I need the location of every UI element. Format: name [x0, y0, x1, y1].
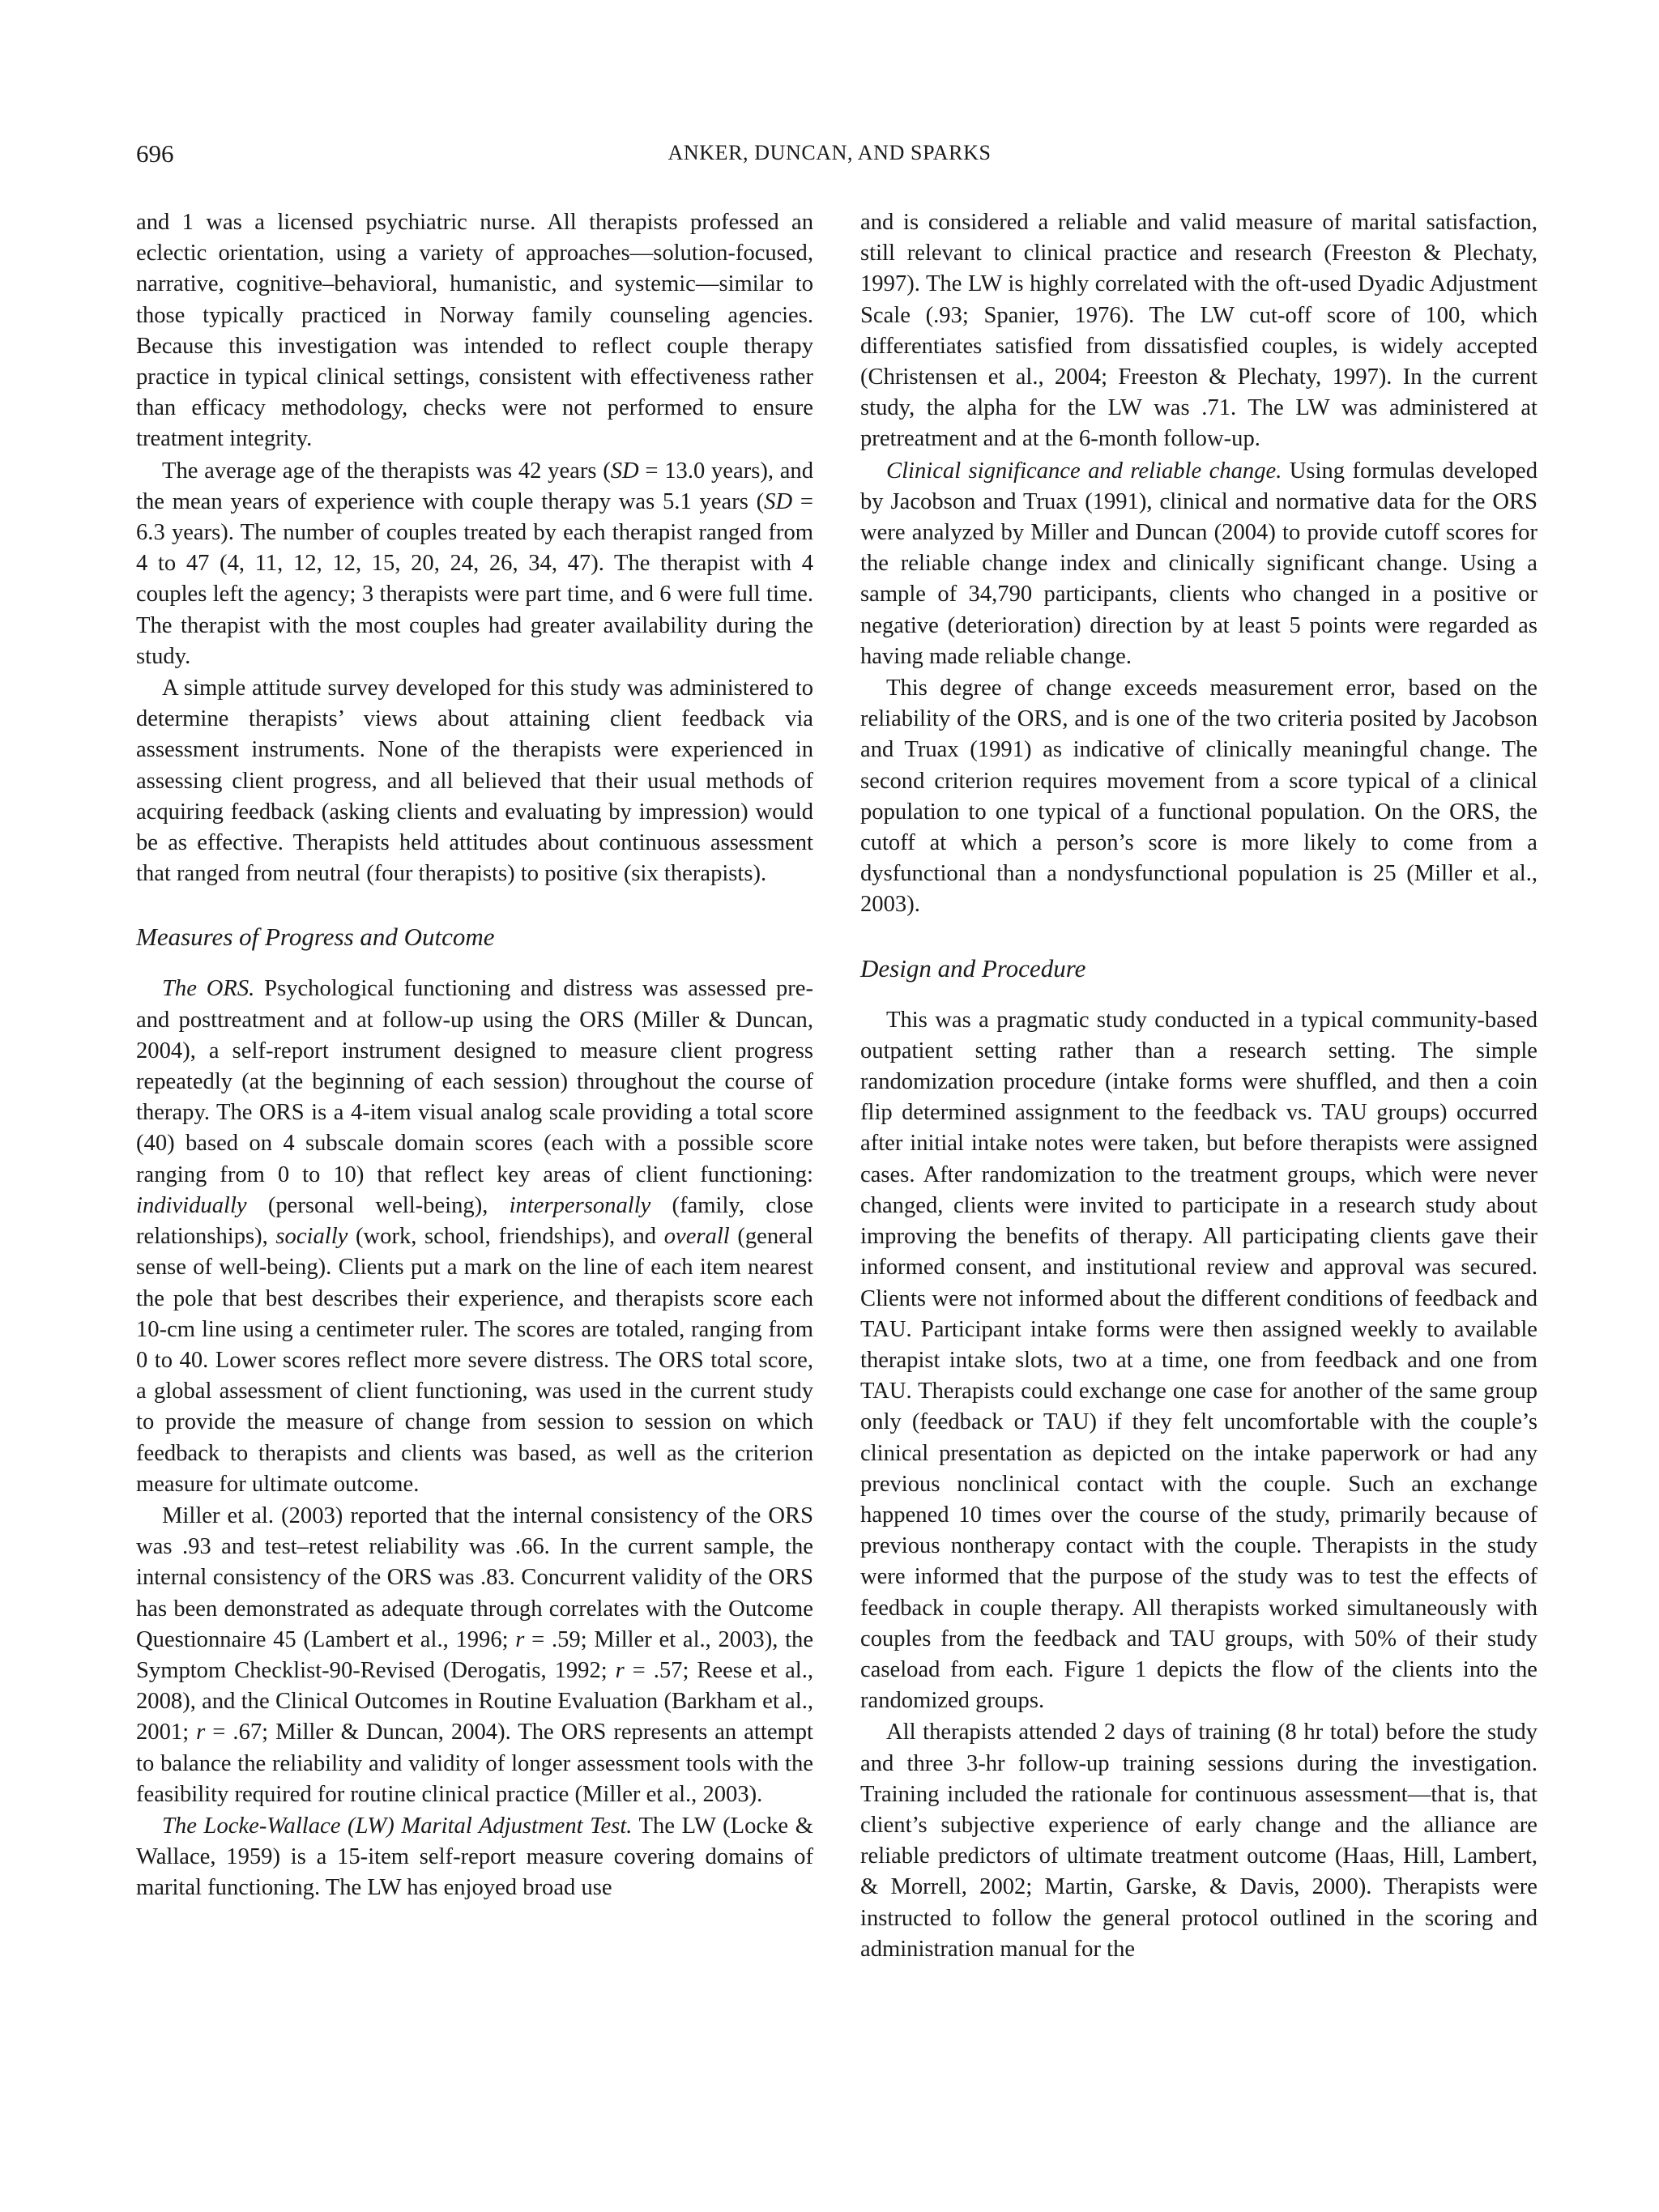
sd-symbol: SD [610, 458, 639, 484]
running-head: ANKER, DUNCAN, AND SPARKS [667, 141, 992, 164]
text-run: The average age of the therapists was 42 years ( [162, 458, 611, 484]
emphasis-term: socially [275, 1224, 348, 1250]
text-run: The LW (Locke & Wallace, 1959) is a 15-item self-report measure covering domains of marital functioning. The LW has enjoyed broad use [136, 1813, 813, 1901]
right-column [860, 207, 1537, 1965]
left-column [136, 207, 813, 1904]
paragraph-change-criteria: This degree of change exceeds measurement error, based on the reliability of the ORS, and is one of the two criteria posited by Jacobson and Truax (1991) as indicative of clinically meaningful change. The second criterion requires movement from a score typical of a clinical population to one typical of a functional population. On the ORS, the cutoff at which a person’s score is more likely to come from a dysfunctional than a nondysfunctional population is 25 (Miller et al., 2003). [860, 676, 1537, 918]
text-run: Using formulas developed by Jacobson and Truax (1991), clinical and normative data for the ORS were analyzed by Miller and Duncan (2004) to provide cutoff scores for the reliable change index and clinically significant change. Using a sample of 34,790 participants, clients who changed in a positive or negative (deterioration) direction by at least 5 points were regarded as having made reliable change. [860, 458, 1537, 669]
page-number: 696 [136, 139, 174, 168]
text-run: (personal well-being), [246, 1192, 510, 1218]
subheading-lw: The Locke-Wallace (LW) Marital Adjustment Test. [162, 1813, 633, 1839]
text-run: (general sense of well-being). Clients put a mark on the line of each item nearest the pole that best describes their experience, and therapists score each 10-cm line using a centimeter ruler. The scores are totaled, ranging from 0 to 40. Lower scores reflect more severe distress. The ORS total score, a global assessment of client functioning, was used in the current study to provide the measure of change from session to session on which feedback to therapists and clients was based, as well as the criterion measure for ultimate outcome. [136, 1224, 813, 1497]
text-run: = .67; Miller & Duncan, 2004). The ORS represents an attempt to balance the reliability and validity of longer assessment tools with the feasibility required for routine clinical practice (Miller et al., 2003). [136, 1720, 813, 1807]
r-symbol: r [196, 1720, 206, 1745]
paragraph-therapists-age [136, 456, 813, 672]
r-symbol: r [515, 1626, 525, 1652]
paragraph-lw-continued: and is considered a reliable and valid measure of marital satisfaction, still relevant to clinical practice and research (Freeston & Plechaty, 1997). The LW is highly correlated with the oft-used Dyadic Adjustment Scale (.93; Spanier, 1976). The LW cut-off score of 100, which differentiates satisfied from dissatisfied couples, is widely accepted (Christensen et al., 2004; Freeston & Plechaty, 1997). In the current study, the alpha for the LW was .71. The LW was administered at pretreatment and at the 6-month follow-up. [860, 210, 1537, 452]
emphasis-term: overall [663, 1224, 730, 1250]
paragraph-training: All therapists attended 2 days of training (8 hr total) before the study and three 3-hr follow-up training sessions during the investigation. Training included the rationale for continuous assessment—that is, that client’s subjective experience of early change and the alliance are reliable predictors of ultimate treatment outcome (Haas, Hill, Lambert, & Morrell, 2002; Martin, Garske, & Davis, 2000). Therapists were instructed to follow the general protocol outlined in the scoring and administration manual for the [860, 1720, 1537, 1962]
paragraph-design: This was a pragmatic study conducted in a typical community-based outpatient setting rather than a research setting. The simple randomization procedure (intake forms were shuffled, and then a coin flip determined assignment to the feedback vs. TAU groups) occurred after initial intake notes were taken, but before therapists were assigned cases. After randomization to the treatment groups, which were never changed, clients were invited to participate in a research study about improving the benefits of therapy. All participating clients gave their informed consent, and institutional review and approval was secured. Clients were not informed about the different conditions of feedback and TAU. Participant intake forms were then assigned weekly to available therapist intake slots, two at a time, one from feedback and one from TAU. Therapists could exchange one case for another of the same group only (feedback or TAU) if they felt uncomfortable with the couple’s clinical presentation as depicted on the intake paperwork or had any previous nonclinical contact with the couple. Such an exchange happened 10 times over the course of the study, primarily because of previous nontherapy contact with the couple. Therapists in the study were informed that the purpose of the study was to test the effects of feedback in couple therapy. All therapists worked simultaneously with couples from the feedback and TAU groups, with 50% of their study caseload from each. Figure 1 depicts the flow of the clients into the randomized groups. [860, 1007, 1537, 1714]
section-heading-measures: Measures of Progress and Outcome [136, 923, 495, 952]
section-heading-design: Design and Procedure [860, 953, 1086, 982]
paragraph-lw [136, 1811, 813, 1904]
r-symbol: r [615, 1657, 625, 1683]
text-run: Miller et al. (2003) reported that the internal consistency of the ORS was .93 and test–retest reliability was .66. In the current sample, the internal consistency of the ORS was .83. Concurrent validity of the ORS has been demonstrated as adequate through correlates with the Outcome Questionnaire 45 (Lambert et al., 1996; [136, 1502, 813, 1652]
paragraph-clinical-significance [860, 456, 1537, 672]
text-run: = 6.3 years). The number of couples treated by each therapist ranged from 4 to 47 (4, 11, 12, 12, 15, 20, 24, 26, 34, 47). The therapist with 4 couples left the agency; 3 therapists were part time, and 6 were full time. The therapist with the most couples had greater availability during the study. [136, 488, 813, 669]
text-run: = .59; Miller et al., 2003), the Symptom Checklist-90-Revised (Derogatis, 1992; [136, 1626, 814, 1683]
paragraph-ors-reliability [136, 1501, 813, 1810]
paragraph-ors [136, 974, 813, 1499]
sd-symbol: SD [764, 488, 793, 514]
text-run: Psychological functioning and distress was assessed pre- and posttreatment and at follow-up using the ORS (Miller & Duncan, 2004), a self-report instrument designed to measure client progress repeatedly (at the beginning of each session) throughout the course of therapy. The ORS is a 4-item visual analog scale providing a total score (40) based on 4 subscale domain scores (each with a possible score ranging from 0 to 10) that reflect key areas of client functioning: [136, 976, 813, 1187]
emphasis-term: individually [136, 1192, 247, 1218]
emphasis-term: interpersonally [509, 1192, 651, 1218]
subheading-clinical-significance: Clinical significance and reliable change. [886, 458, 1282, 484]
subheading-ors: The ORS. [162, 976, 255, 1002]
paragraph-therapists-orientation: and 1 was a licensed psychiatric nurse. All therapists professed an eclectic orientation, using a variety of approaches—solution-focused, narrative, cognitive–behavioral, humanistic, and systemic—similar to those typically practiced in Norway family counseling agencies. Because this investigation was intended to reflect couple therapy practice in typical clinical settings, consistent with effectiveness rather than efficacy methodology, checks were not performed to ensure treatment integrity. [136, 210, 813, 452]
text-run: = 13.0 years), and the mean years of experience with couple therapy was 5.1 years ( [136, 458, 813, 514]
text-run: = .57; Reese et al., 2008), and the Clinical Outcomes in Routine Evaluation (Barkham et al., 2001; [136, 1657, 813, 1745]
paragraph-attitude-survey: A simple attitude survey developed for this study was administered to determine therapists’ views about attaining client feedback via assessment instruments. None of the therapists were experienced in assessing client progress, and all believed that their usual methods of acquiring feedback (asking clients and evaluating by impression) would be as effective. Therapists held attitudes about continuous assessment that ranged from neutral (four therapists) to positive (six therapists). [136, 676, 813, 887]
text-run: (work, school, friendships), and [348, 1224, 664, 1250]
text-run: (family, close relationships), [136, 1192, 813, 1250]
